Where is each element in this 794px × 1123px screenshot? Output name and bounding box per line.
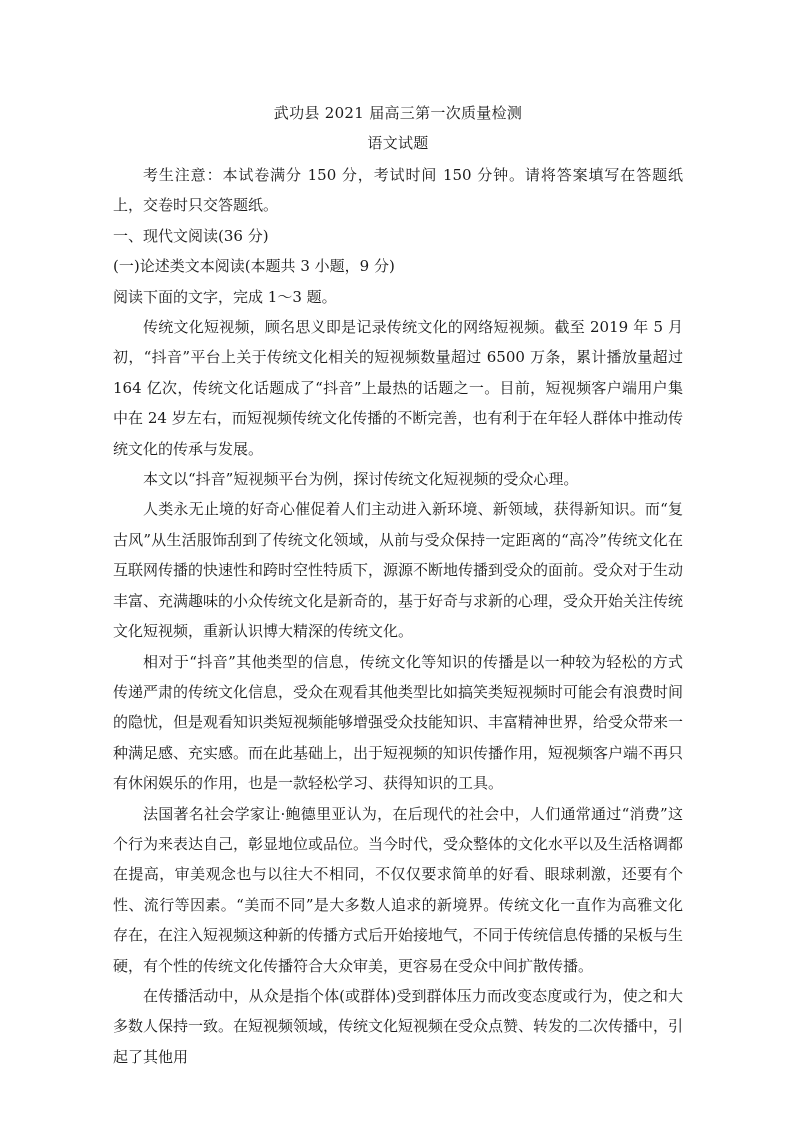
paragraph-5: 法国著名社会学家让·鲍德里亚认为，在后现代的社会中，人们通常通过“消费”这个行为来表达自己，彰显地位或品位。当今时代，受众整体的文化水平以及生活格调都在提高，审美观念也与以往大不相同，不仅仅要求简单的好看、眼球刺激，还要有个性、流行等因素。“美而不同”是大多数人追求的新境界。传统文化一直作为高雅文化存在，在注入短视频这种新的传播方式后开始接地气，不同于传统信息传播的呆板与生硬，有个性的传统文化传播符合大众审美，更容易在受众中间扩散传播。 xyxy=(113,804,684,975)
exam-page xyxy=(113,98,683,1072)
exam-subtitle: 语文试题 xyxy=(367,134,429,152)
exam-notice: 考生注意：本试卷满分 150 分，考试时间 150 分钟。请将答案填写在答题纸上，交卷时只交答题纸。 xyxy=(113,166,683,215)
paragraph-1: 传统文化短视频，顾名思义即是记录传统文化的网络短视频。截至 2019 年 5 月初，“抖音”平台上关于传统文化相关的短视频数量超过 6500 万条，累计播放量超过 164 亿次，传统文化话题成了“抖音”上最热的话题之一。目前，短视频客户端用户集中在 24 岁左右，而短视频传统文化传播的不断完善，也有利于在年轻人群体中推动传统文化的传承与发展。 xyxy=(113,318,683,458)
paragraph-3: 人类永无止境的好奇心催促着人们主动进入新环境、新领域，获得新知识。而“复古风”从生活服饰刮到了传统文化领域，从前与受众保持一定距离的“高冷”传统文化在互联网传播的快速性和跨时空性特质下，源源不断地传播到受众的面前。受众对于生动丰富、充满趣味的小众传统文化是新奇的，基于好奇与求新的心理，受众开始关注传统文化短视频，重新认识博大精深的传统文化。 xyxy=(113,500,684,641)
paragraph-6: 在传播活动中，从众是指个体(或群体)受到群体压力而改变态度或行为，使之和大多数人保持一致。在短视频领域，传统文化短视频在受众点赞、转发的二次传播中，引起了其他用 xyxy=(113,986,684,1066)
paragraph-4: 相对于“抖音”其他类型的信息，传统文化等知识的传播是以一种较为轻松的方式传递严肃的传统文化信息，受众在观看其他类型比如搞笑类短视频时可能会有浪费时间的隐忧，但是观看知识类短视频能够增强受众技能知识、丰富精神世界，给受众带来一种满足感、充实感。而在此基础上，出于短视频的知识传播作用，短视频客户端不再只有休闲娱乐的作用，也是一款轻松学习、获得知识的工具。 xyxy=(113,652,684,793)
exam-title: 武功县 2021 届高三第一次质量检测 xyxy=(273,104,523,122)
paragraph-2: 本文以“抖音”短视频平台为例，探讨传统文化短视频的受众心理。 xyxy=(143,470,579,489)
section-heading: 一、现代文阅读(36 分) xyxy=(113,226,269,245)
subsection-heading: (一)论述类文本阅读(本题共 3 小题，9 分) xyxy=(113,257,395,276)
reading-instruction: 阅读下面的文字，完成 1～3 题。 xyxy=(113,287,337,306)
